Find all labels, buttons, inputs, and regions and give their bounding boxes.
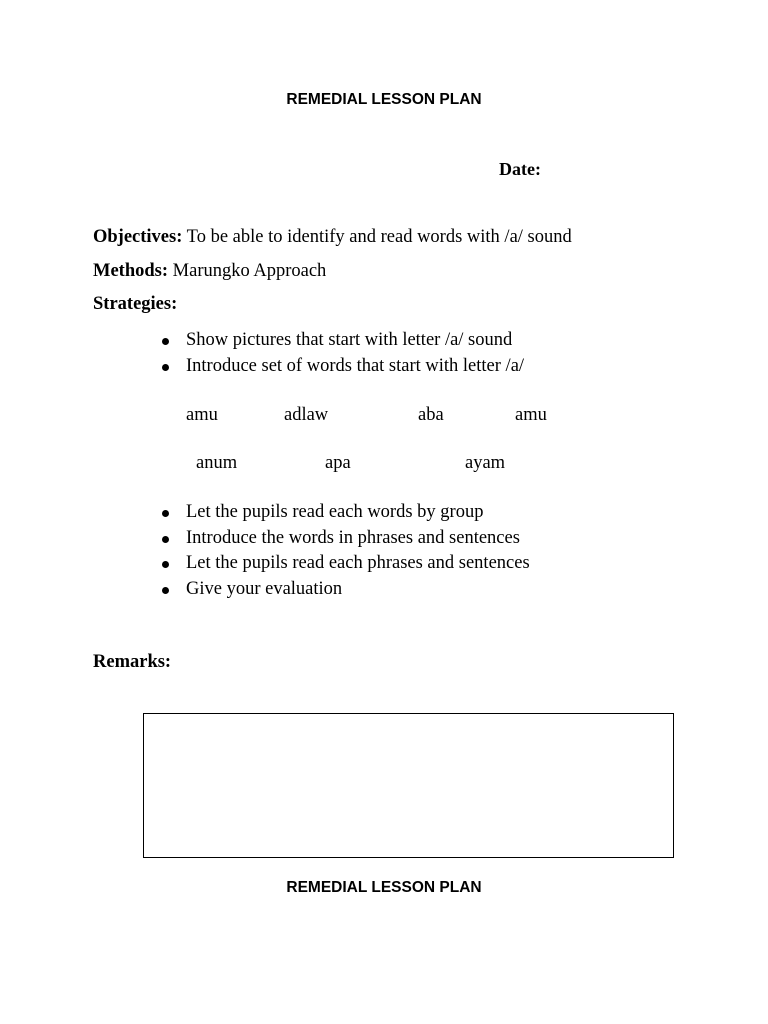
word-aba: aba [418,405,444,425]
methods-line [93,261,326,282]
objectives-label: Objectives: [93,227,183,247]
word-amu-2: amu [515,405,547,425]
remarks-box [143,713,674,858]
strategies-list-first [160,328,524,379]
objectives-line [93,227,572,248]
word-apa: apa [325,453,351,473]
strategies-label: Strategies: [93,294,178,314]
methods-text: Marungko Approach [168,261,327,281]
list-item: Introduce set of words that start with letter /a/ [160,354,524,380]
word-anum: anum [196,453,238,473]
strategies-heading [93,294,177,315]
word-amu: amu [186,405,218,425]
date-label: Date: [499,159,541,179]
methods-label: Methods: [93,261,169,281]
next-page-title: REMEDIAL LESSON PLAN [286,879,482,896]
list-item: Show pictures that start with letter /a/ sound [160,328,524,354]
list-item: Let the pupils read each words by group [160,500,530,526]
word-ayam: ayam [465,453,506,473]
remarks-heading [93,652,171,673]
strategies-list-second [160,500,530,602]
list-item: Give your evaluation [160,577,530,603]
objectives-text: To be able to identify and read words with /a/ sound [182,227,572,247]
word-adlaw: adlaw [284,405,329,425]
list-item: Let the pupils read each phrases and sentences [160,551,530,577]
remarks-label: Remarks: [93,652,172,672]
list-item: Introduce the words in phrases and sentences [160,526,530,552]
page-title: REMEDIAL LESSON PLAN [286,91,482,108]
